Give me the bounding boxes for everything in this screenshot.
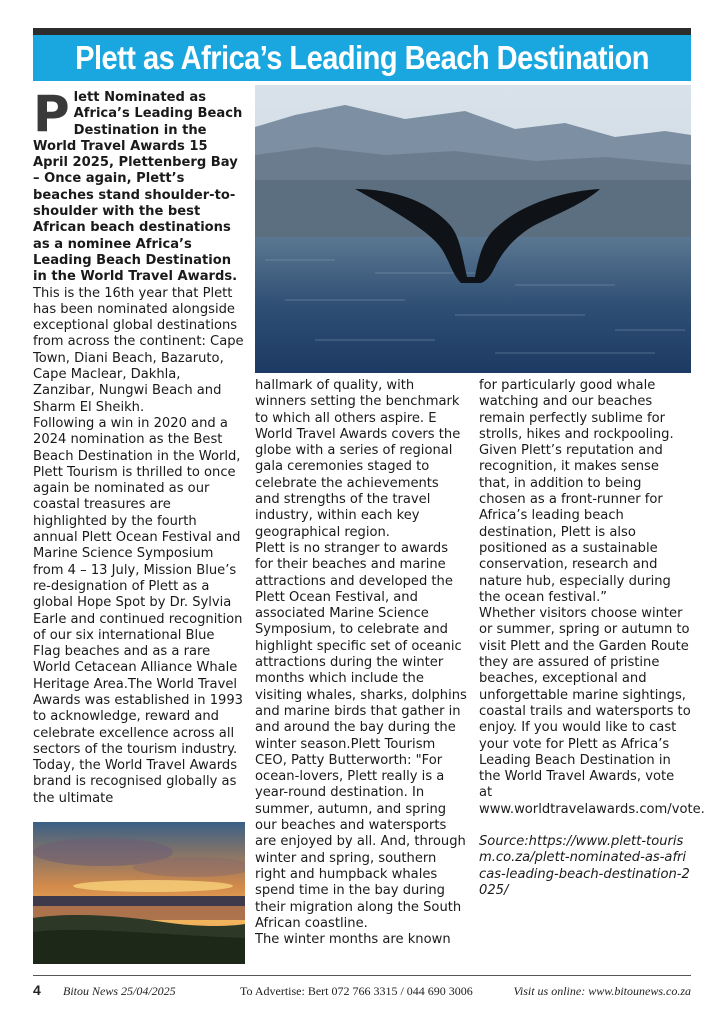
footer-rule [33,975,691,976]
page-footer [33,984,691,1000]
body-paragraph: The winter months are known [255,932,451,948]
advertise-info: To Advertise: Bert 072 766 3315 / 044 690 3006 [240,984,473,998]
sunset-beach-photo [33,822,245,964]
website-link[interactable]: Visit us online: www.bitounews.co.za [513,984,691,998]
source-citation: Source:https://www.plett-tourism.co.za/plett-nominated-as-africas-leading-beach-destination-2025/ [479,834,690,898]
body-paragraph: Plett is no stranger to awards for their beaches and marine attractions and developed the Plett Ocean Festival, and associated Marine Science Symposium, to celebrate and highlight specific set of oceanic attractions during the winter months which include the visiting whales, sharks, dolphins and marine birds that gather in and around the bay during the winter season.Plett Tourism CEO, Patty Butterworth: "For ocean-lovers, Plett really is a year-round destination. In summer, autumn, and spring our beaches and watersports are enjoyed by all. And, through winter and spring, southern right and humpback whales spend time in the bay during their migration along the South African coastline. [255,540,467,931]
article-headline: Plett as Africa’s Leading Beach Destination [75,39,649,76]
drop-cap: P [33,85,70,143]
header-top-rule [33,28,691,35]
body-paragraph: Whether visitors choose winter or summer, spring or autumn to visit Plett and the Garden Route they are assured of pristine beaches, exceptional and unforgettable marine sightings, coastal trails and watersports to enjoy. If you would like to cast your vote for Plett as Africa’s Leading Beach Destination in the World Travel Awards, vote at www.worldtravelawards.com/vote. [479,606,705,817]
lead-paragraph [33,85,245,286]
body-paragraph: This is the 16th year that Plett has been nominated alongside exceptional global destinations from across the continent: Cape Town, Diani Beach, Bazaruto, Cape Maclear, Dakhla, Zanzibar, Nungwi Beach and Sharm El Sheikh. [33,285,244,415]
page-number: 4 [33,982,41,998]
lead-text: lett Nominated as Africa’s Leading Beach Destination in the World Travel Awards 15 April 2025, Plettenberg Bay – Once again, Plett’s beaches stand shoulder-to-shoulder with the best African beach destinations as a nominee Africa’s Leading Beach Destination in the World Travel Awards. [33,90,243,285]
headline-banner [33,35,691,81]
article-column-3 [479,378,705,899]
issue-label: Bitou News 25/04/2025 [63,984,176,998]
article-column-1 [33,85,245,807]
article-column-2 [255,378,467,948]
body-paragraph: hallmark of quality, with winners setting the benchmark to which all others aspire. E World Travel Awards covers the globe with a series of regional gala ceremonies staged to celebrate the achievements and strengths of the travel industry, within each key geographical region. [255,378,461,540]
whale-tail-photo [255,85,691,373]
body-paragraph: Following a win in 2020 and a 2024 nomination as the Best Beach Destination in the World, Plett Tourism is thrilled to once again be nominated as our coastal treasures are highlighted by the fourth annual Plett Ocean Festival and Marine Science Symposium from 4 – 13 July, Mission Blue’s re-designation of Plett as a global Hope Spot by Dr. Sylvia Earle and continued recognition of our six international Blue Flag beaches and as a rare World Cetacean Alliance Whale Heritage Area.The World Travel Awards was established in 1993 to acknowledge, reward and celebrate excellence across all sectors of the tourism industry. Today, the World Travel Awards brand is recognised globally as the ultimate [33,415,244,806]
body-paragraph: for particularly good whale watching and our beaches remain perfectly sublime for strolls, hikes and rockpooling. Given Plett’s reputation and recognition, it makes sense that, in addition to being chosen as a front-runner for Africa’s leading beach destination, Plett is also positioned as a sustainable conservation, research and nature hub, especially during the ocean festival.” [479,378,674,605]
